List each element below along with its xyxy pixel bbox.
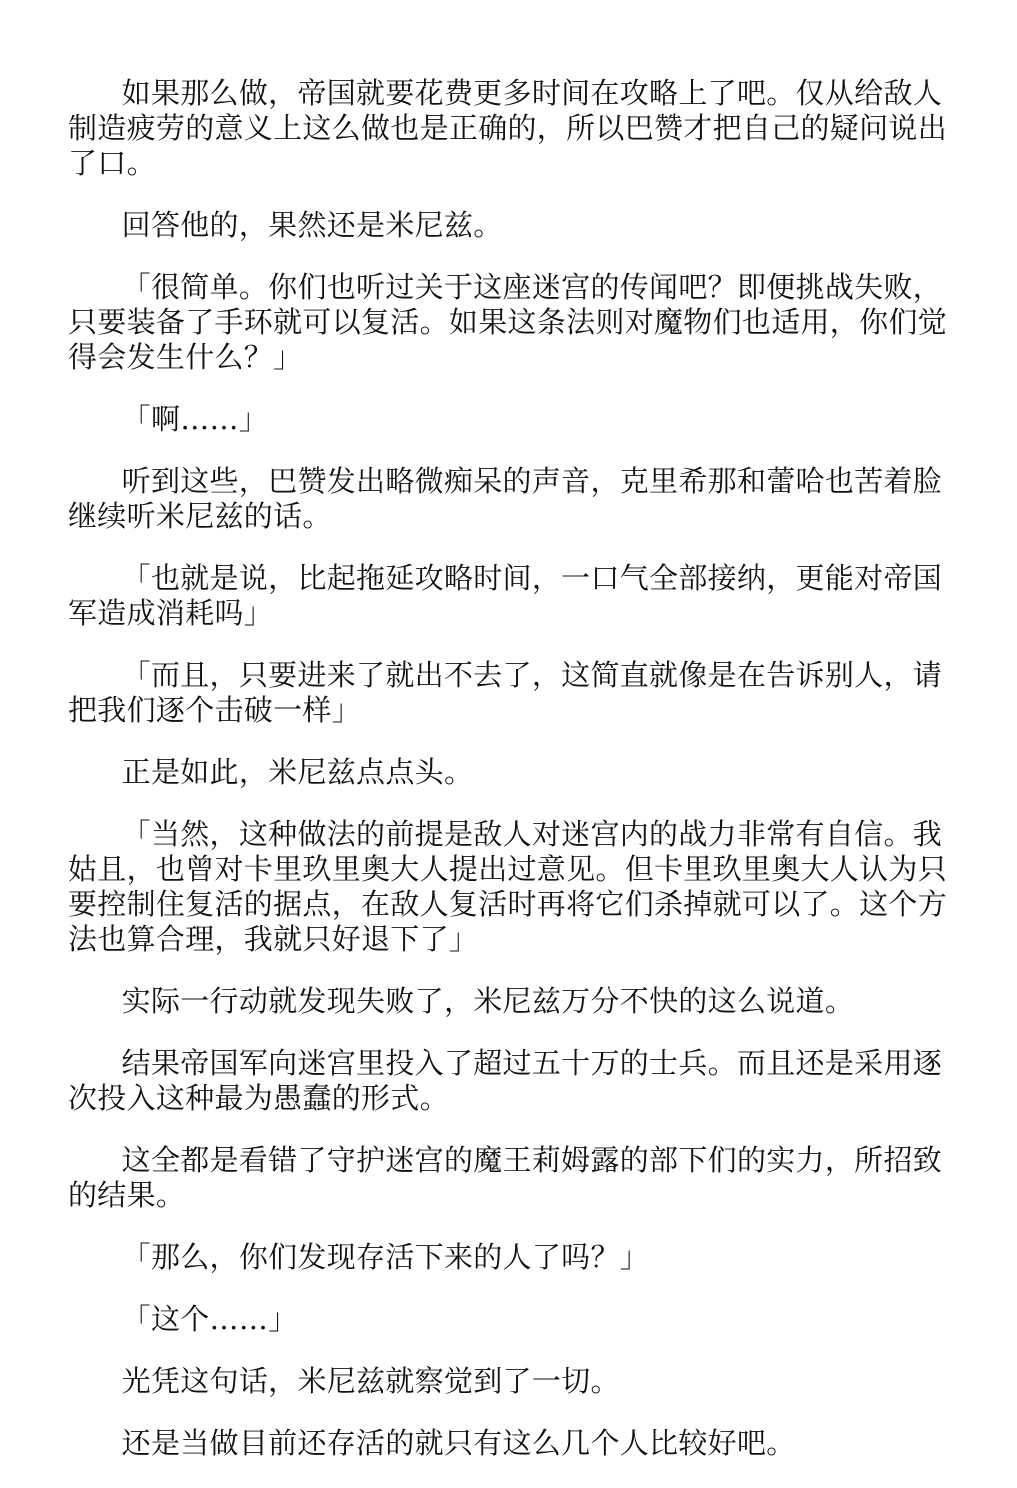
paragraph: 结果帝国军向迷宫里投入了超过五十万的士兵。而且还是采用逐次投入这种最为愚蠢的形式。 xyxy=(68,1046,943,1115)
paragraph: 「也就是说，比起拖延攻略时间，一口气全部接纳，更能对帝国军造成消耗吗」 xyxy=(68,561,943,630)
paragraph: 「而且，只要进来了就出不去了，这简直就像是在告诉别人，请把我们逐个击破一样」 xyxy=(68,658,943,727)
paragraph: 回答他的，果然还是米尼兹。 xyxy=(121,208,503,242)
paragraph: 如果那么做，帝国就要花费更多时间在攻略上了吧。仅从给敌人制造疲劳的意义上这么做也是正确的，所以巴赞才把自己的疑问说出了口。 xyxy=(68,76,948,180)
paragraph: 正是如此，米尼兹点点头。 xyxy=(121,755,474,789)
paragraph: 「很简单。你们也听过关于这座迷宫的传闻吧？即便挑战失败，只要装备了手环就可以复活。如果这条法则对魔物们也适用，你们觉得会发生什么？」 xyxy=(68,270,948,374)
paragraph: 听到这些，巴赞发出略微痴呆的声音，克里希那和蕾哈也苦着脸继续听米尼兹的话。 xyxy=(68,464,943,533)
paragraph: 这全都是看错了守护迷宫的魔王莉姆露的部下们的实力，所招致的结果。 xyxy=(68,1143,943,1212)
paragraph: 「这个……」 xyxy=(121,1302,298,1336)
paragraph: 还是当做目前还存活的就只有这么几个人比较好吧。 xyxy=(121,1426,796,1460)
paragraph: 「那么，你们发现存活下来的人了吗？」 xyxy=(121,1240,650,1274)
paragraph: 「当然，这种做法的前提是敌人对迷宫内的战力非常有自信。我姑且，也曾对卡里玖里奥大人提出过意见。但卡里玖里奥大人认为只要控制住复活的据点，在敌人复活时再将它们杀掉就可以了。这个方法也算合理，我就只好退下了」 xyxy=(68,817,948,956)
paragraph: 光凭这句话，米尼兹就察觉到了一切。 xyxy=(121,1364,620,1398)
text-body xyxy=(68,76,948,1488)
paragraph: 「啊……」 xyxy=(121,402,269,436)
paragraph: 实际一行动就发现失败了，米尼兹万分不快的这么说道。 xyxy=(121,984,855,1018)
